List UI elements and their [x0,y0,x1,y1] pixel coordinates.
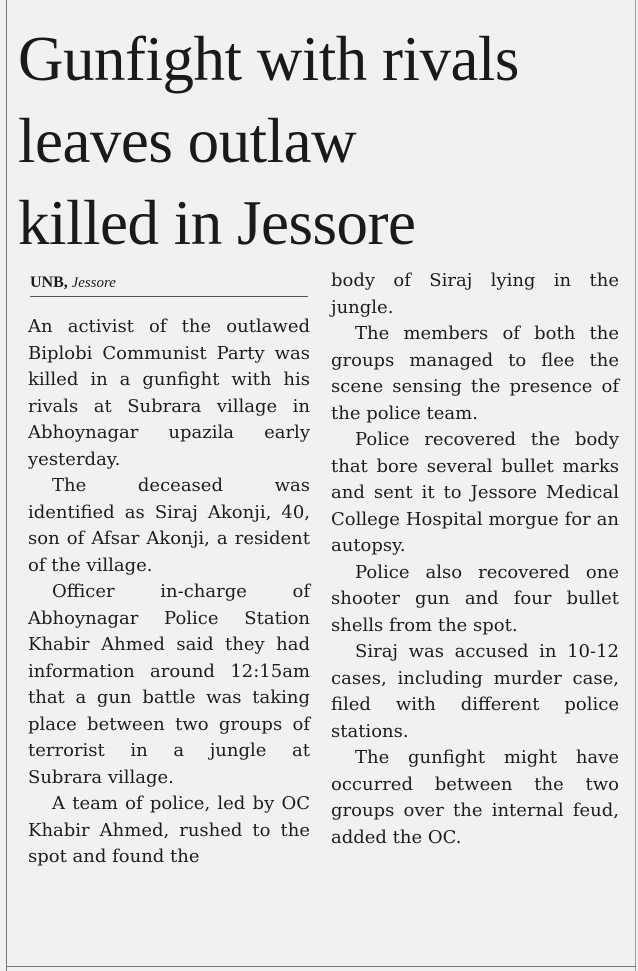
article-column-left [28,314,310,871]
article-paragraph: The members of both the groups managed to flee the scene sensing the presence of the police team. [331,323,619,424]
right-column-rule [635,0,636,971]
article-paragraph: Police also recovered one shooter gun and four bullet shells from the spot. [331,561,619,636]
article-column-right [331,268,619,851]
headline-line: Gunfight with rivals [18,24,519,94]
article-paragraph: A team of police, led by OC Khabir Ahmed, rushed to the spot and found the [28,793,310,867]
byline-agency: UNB, [30,274,68,291]
article-paragraph: body of Siraj lying in the jungle. [331,270,619,318]
article-paragraph: The deceased was identified as Siraj Akonji, 40, son of Afsar Akonji, a resident of the village. [28,475,310,576]
article-paragraph: Siraj was accused in 10-12 cases, including murder case, filed with different police stations. [331,641,619,742]
article-paragraph: The gunfight might have occurred between the two groups over the internal feud, added the OC. [331,747,619,848]
headline [18,18,628,264]
article-paragraph: Police recovered the body that bore several bullet marks and sent it to Jessore Medical College Hospital morgue for an autopsy. [331,429,619,556]
article-paragraph: An activist of the outlawed Biplobi Communist Party was killed in a gunfight with his rivals at Subrara village in Abhoynagar upazila early yesterday. [28,316,310,470]
article-paragraph: Officer in-charge of Abhoynagar Police Station Khabir Ahmed said they had information around 12:15am that a gun battle was taking place between two groups of terrorist in a jungle at Subrara village. [28,581,310,788]
left-column-rule [6,0,7,971]
headline-line: leaves outlaw [18,106,357,176]
headline-line: killed in Jessore [18,188,416,258]
bottom-rule [6,966,636,967]
byline [30,272,308,297]
byline-place: Jessore [71,275,116,291]
